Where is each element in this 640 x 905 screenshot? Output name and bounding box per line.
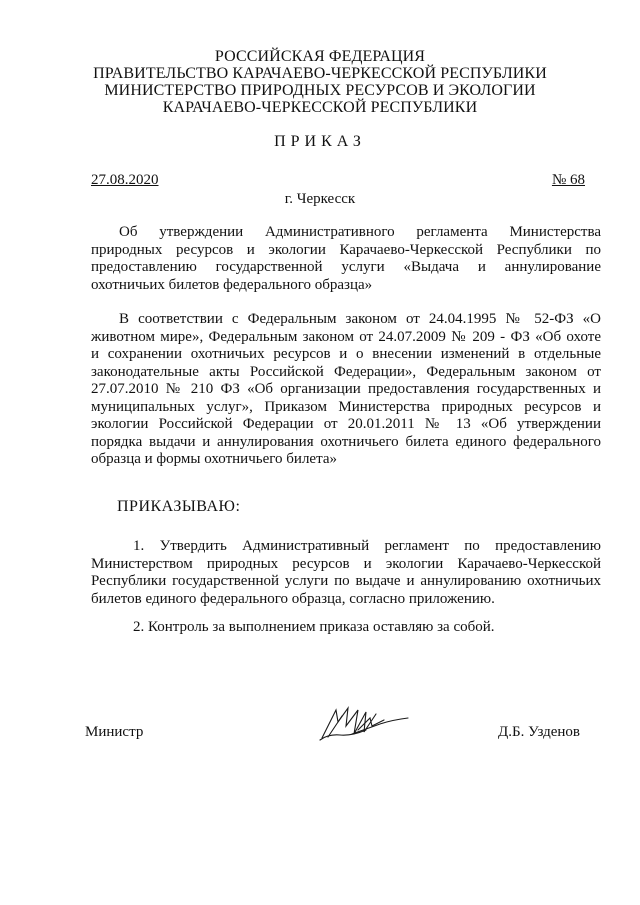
handwritten-signature: [318, 704, 413, 749]
order-heading: ПРИКАЗЫВАЮ:: [117, 498, 241, 515]
document-title: [91, 224, 601, 294]
header-line-government: ПРАВИТЕЛЬСТВО КАРАЧАЕВО-ЧЕРКЕССКОЙ РЕСПУБЛИКИ: [93, 65, 547, 82]
title-line: охотничьих билетов федерального образца»: [91, 276, 373, 293]
preamble-line: 27.07.2010 № 210 ФЗ «Об организации предоставления государственных и: [91, 381, 601, 397]
document-date: 27.08.2020: [91, 172, 159, 188]
header-line-republic: КАРАЧАЕВО-ЧЕРКЕССКОЙ РЕСПУБЛИКИ: [162, 99, 478, 116]
header-line-ministry: МИНИСТЕРСТВО ПРИРОДНЫХ РЕСУРСОВ И ЭКОЛОГИИ: [104, 82, 536, 99]
preamble-line: и сохранении охотничьих ресурсов и о внесении изменений в отдельные: [91, 346, 601, 362]
item-line: Министерством природных ресурсов и экологии Карачаево-Черкесской: [91, 555, 601, 572]
order-item-1: [91, 538, 601, 608]
item-line: Республики государственной услуги по выдаче и аннулированию охотничьих: [91, 573, 601, 589]
preamble-line: животном мире», Федеральным законом от 24.07.2009 № 209 - ФЗ «Об охоте: [91, 328, 601, 345]
preamble-line: образца и формы охотничьего билета»: [91, 451, 337, 467]
title-line: природных ресурсов и экологии Карачаево-Черкесской Республики по: [91, 241, 601, 258]
document-header: [0, 48, 640, 116]
item-line: 1. Утвердить Административный регламент по предоставлению: [133, 538, 601, 554]
signatory-position: Министр: [85, 724, 144, 740]
title-line: предоставлению государственной услуги «Выдача и аннулирование: [91, 259, 601, 275]
preamble-line: законодательные акты Российской Федерации», Федеральным законом от: [91, 363, 601, 380]
preamble-line: В соответствии с Федеральным законом от 24.04.1995 № 52-ФЗ «О: [119, 311, 601, 327]
header-line-country: РОССИЙСКАЯ ФЕДЕРАЦИЯ: [214, 48, 426, 65]
signature-icon: [318, 704, 413, 744]
item-line: билетов единого федерального образца, согласно приложению.: [91, 590, 495, 607]
document-type: ПРИКАЗ: [274, 133, 366, 150]
document-number: № 68: [551, 172, 585, 188]
title-line: Об утверждении Административного регламента Министерства: [119, 224, 601, 240]
document-city: г. Черкесск: [284, 191, 356, 207]
preamble-line: муниципальных услуг», Приказом Министерства природных ресурсов и: [91, 398, 601, 415]
preamble-line: экологии Российской Федерации от 20.01.2011 № 13 «Об утверждении: [91, 416, 601, 432]
signatory-name: Д.Б. Узденов: [498, 724, 580, 740]
preamble-line: порядка выдачи и аннулирования охотничьего билета единого федерального: [91, 433, 601, 450]
document-preamble: [91, 311, 601, 469]
order-item-2: 2. Контроль за выполнением приказа оставляю за собой.: [133, 619, 495, 635]
